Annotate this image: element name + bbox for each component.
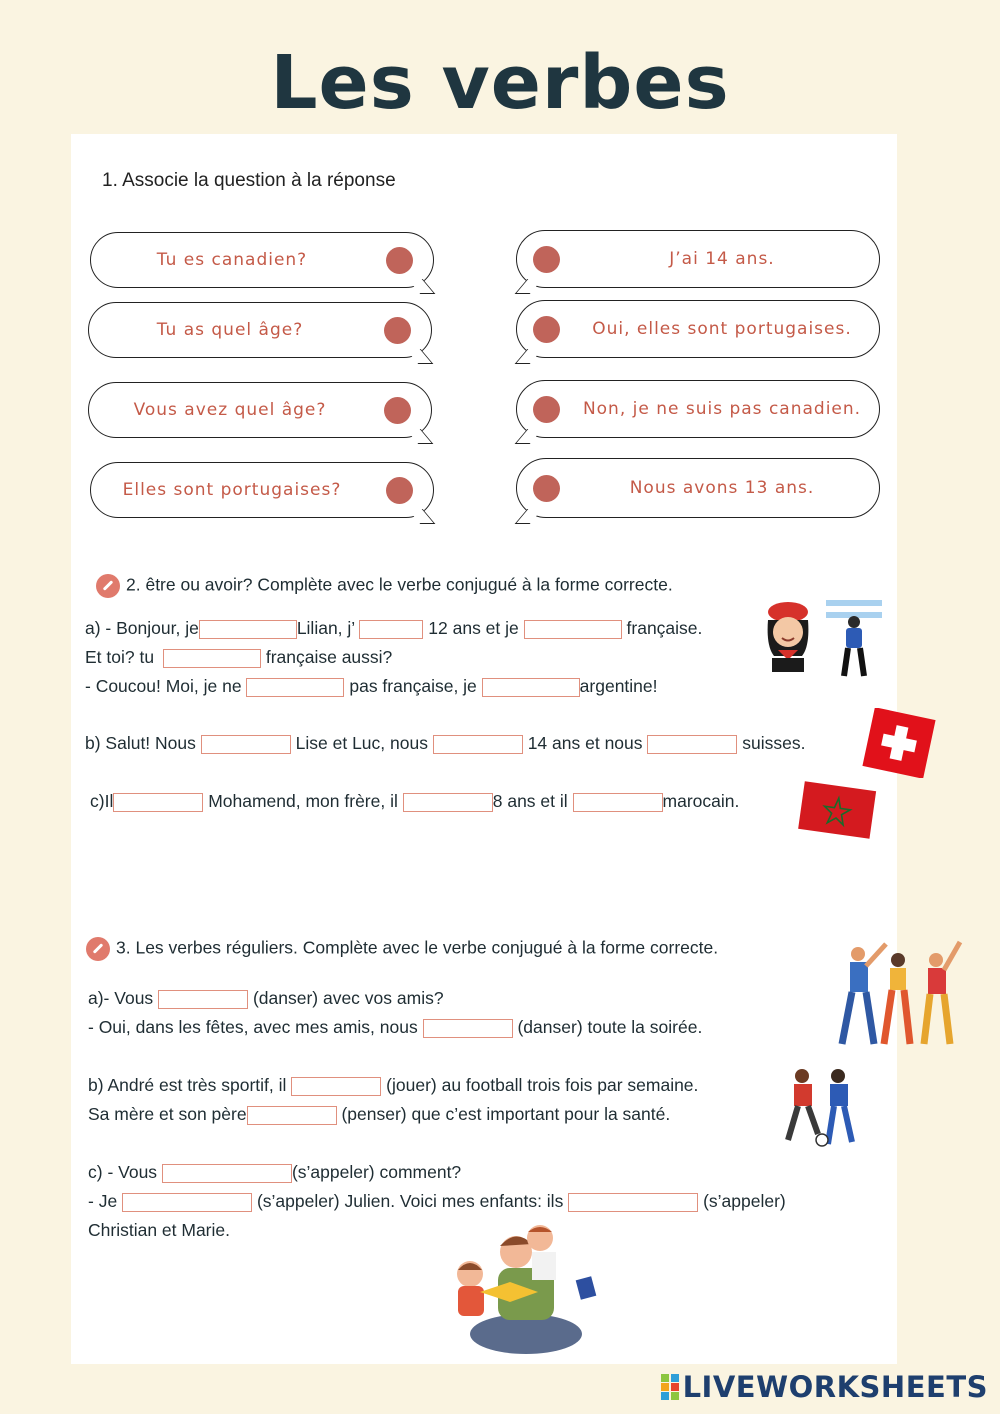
text: argentine! — [579, 676, 658, 696]
logo-text: LIVEWORKSHEETS — [682, 1370, 988, 1404]
s2b-line — [85, 733, 805, 754]
text: - Coucou! Moi, je ne — [85, 676, 242, 696]
answer-blank[interactable] — [122, 1193, 252, 1212]
dancers-illustration — [836, 938, 964, 1048]
text: (danser) toute la soirée. — [517, 1017, 703, 1037]
match-dot[interactable] — [384, 397, 411, 424]
text: Lise et Luc, nous — [295, 733, 428, 753]
answer-blank[interactable] — [199, 620, 297, 639]
text: (s’appeler) comment? — [291, 1162, 462, 1182]
section3-header — [86, 937, 718, 961]
answer-blank[interactable] — [247, 1106, 337, 1125]
section1-heading: 1. Associe la question à la réponse — [102, 170, 396, 191]
text: française aussi? — [265, 647, 393, 667]
match-dot[interactable] — [533, 475, 560, 502]
match-dot[interactable] — [384, 317, 411, 344]
argentina-fan-illustration — [822, 598, 886, 680]
section2-header — [96, 574, 673, 598]
answer-blank[interactable] — [647, 735, 737, 754]
text: Et toi? tu — [85, 647, 155, 667]
answer-bubble-1 — [516, 230, 880, 288]
text: a) - Bonjour, je — [85, 618, 199, 638]
family-reading-illustration — [440, 1222, 600, 1358]
text: 8 ans et il — [492, 791, 568, 811]
text: Sa mère et son père — [88, 1104, 247, 1124]
answer-bubble-3 — [516, 380, 880, 438]
match-dot[interactable] — [386, 477, 413, 504]
text: suisses. — [742, 733, 806, 753]
answer-text: Oui, elles sont portugaises. — [592, 319, 852, 339]
answer-blank[interactable] — [568, 1193, 698, 1212]
s3a-line2 — [88, 1017, 702, 1038]
page-title: Les verbes — [270, 40, 730, 126]
pencil-icon — [96, 574, 120, 598]
match-dot[interactable] — [533, 246, 560, 273]
question-text: Tu as quel âge? — [156, 320, 304, 340]
question-text: Tu es canadien? — [156, 250, 308, 270]
question-bubble-3 — [88, 382, 432, 438]
text: pas française, je — [349, 676, 477, 696]
match-dot[interactable] — [533, 396, 560, 423]
text: c) - Vous — [88, 1162, 158, 1182]
answer-bubble-4 — [516, 458, 880, 518]
s2a-line3 — [85, 676, 658, 697]
question-bubble-1 — [90, 232, 434, 288]
question-bubble-4 — [90, 462, 434, 518]
question-text: Elles sont portugaises? — [122, 480, 342, 500]
section3-heading: 3. Les verbes réguliers. Complète avec le verbe conjugué à la forme correcte. — [116, 937, 719, 958]
answer-blank[interactable] — [163, 649, 261, 668]
text: 14 ans et nous — [527, 733, 643, 753]
question-bubble-2 — [88, 302, 432, 358]
answer-blank[interactable] — [359, 620, 423, 639]
text: c)Il — [90, 791, 114, 811]
match-dot[interactable] — [533, 316, 560, 343]
text: (danser) avec vos amis? — [252, 988, 444, 1008]
s3b-line1 — [88, 1075, 698, 1096]
text: - Je — [88, 1191, 118, 1211]
answer-text: J’ai 14 ans. — [669, 249, 775, 269]
s3c-line3: Christian et Marie. — [88, 1220, 230, 1240]
answer-blank[interactable] — [162, 1164, 292, 1183]
pencil-icon — [86, 937, 110, 961]
s3c-line2 — [88, 1191, 786, 1212]
text: a)- Vous — [88, 988, 154, 1008]
answer-blank[interactable] — [573, 793, 663, 812]
answer-blank[interactable] — [201, 735, 291, 754]
text: (s’appeler) Julien. Voici mes enfants: ils — [256, 1191, 564, 1211]
liveworksheets-logo-icon — [661, 1374, 679, 1400]
french-girl-illustration — [760, 598, 816, 672]
s2c-line — [90, 791, 739, 812]
s2a-line2 — [85, 647, 392, 668]
answer-blank[interactable] — [113, 793, 203, 812]
section2-heading: 2. être ou avoir? Complète avec le verbe conjugué à la forme correcte. — [126, 574, 673, 595]
question-text: Vous avez quel âge? — [133, 400, 327, 420]
answer-blank[interactable] — [524, 620, 622, 639]
text: b) André est très sportif, il — [88, 1075, 287, 1095]
s3c-line1 — [88, 1162, 461, 1183]
text: marocain. — [662, 791, 740, 811]
s3b-line2 — [88, 1104, 670, 1125]
football-players-illustration — [778, 1064, 864, 1150]
answer-text: Non, je ne suis pas canadien. — [582, 399, 862, 419]
text: (penser) que c’est important pour la santé. — [341, 1104, 671, 1124]
text: française. — [626, 618, 703, 638]
morocco-flag-icon — [797, 780, 877, 842]
answer-blank[interactable] — [291, 1077, 381, 1096]
text: (jouer) au football trois fois par semaine. — [386, 1075, 699, 1095]
text: (s’appeler) — [703, 1191, 786, 1211]
liveworksheets-logo — [661, 1370, 988, 1404]
s2a-line1 — [85, 618, 702, 639]
answer-blank[interactable] — [433, 735, 523, 754]
answer-blank[interactable] — [158, 990, 248, 1009]
answer-text: Nous avons 13 ans. — [629, 478, 815, 498]
text: 12 ans et je — [428, 618, 519, 638]
answer-blank[interactable] — [246, 678, 344, 697]
text: b) Salut! Nous — [85, 733, 196, 753]
answer-bubble-2 — [516, 300, 880, 358]
text: Mohamend, mon frère, il — [208, 791, 398, 811]
answer-blank[interactable] — [482, 678, 580, 697]
text: Lilian, j’ — [296, 618, 355, 638]
swiss-flag-icon — [862, 708, 936, 778]
s3a-line1 — [88, 988, 444, 1009]
text: - Oui, dans les fêtes, avec mes amis, nous — [88, 1017, 418, 1037]
answer-blank[interactable] — [423, 1019, 513, 1038]
match-dot[interactable] — [386, 247, 413, 274]
answer-blank[interactable] — [403, 793, 493, 812]
